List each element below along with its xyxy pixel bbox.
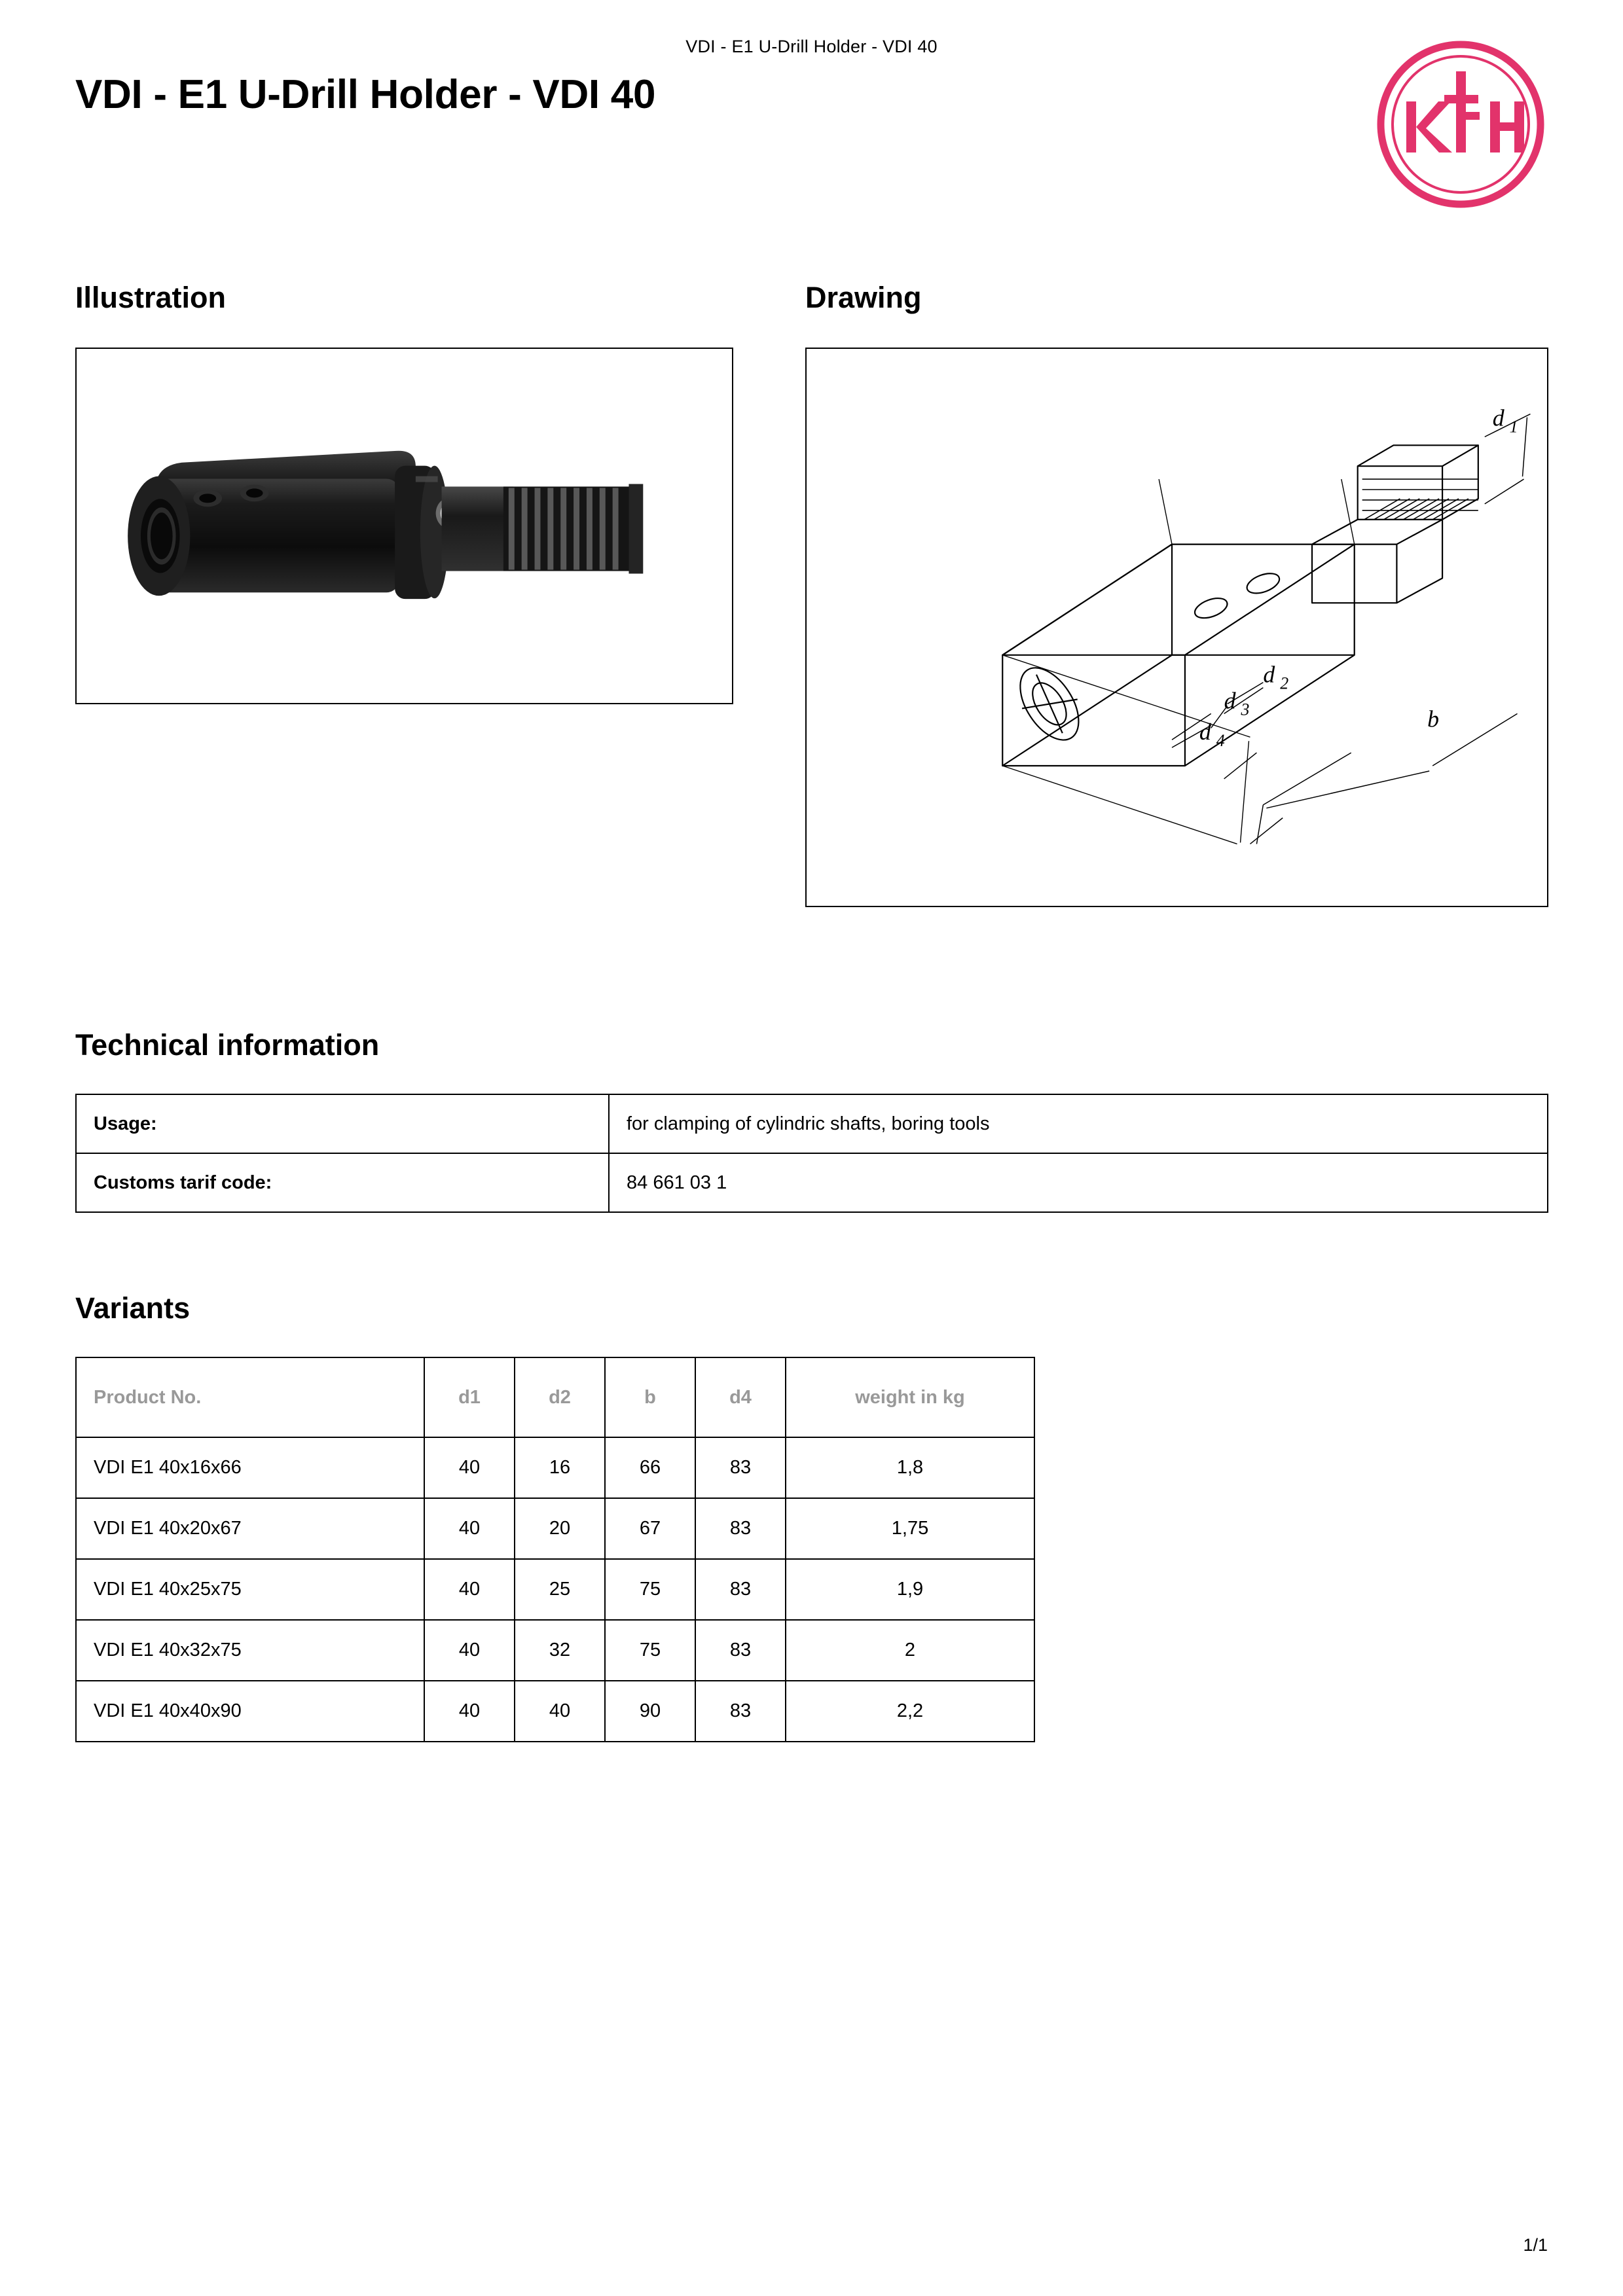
technical-information-table xyxy=(75,1094,1548,1213)
cell-d2: 40 xyxy=(515,1681,605,1742)
running-header: VDI - E1 U-Drill Holder - VDI 40 xyxy=(685,37,938,56)
technical-information-heading: Technical information xyxy=(75,1028,380,1062)
cell-product-no: VDI E1 40x32x75 xyxy=(76,1620,424,1681)
cell-d1: 40 xyxy=(424,1620,515,1681)
svg-text:2: 2 xyxy=(1280,673,1289,693)
illustration-column xyxy=(75,281,733,907)
cell-weight: 2,2 xyxy=(786,1681,1034,1742)
table-row xyxy=(76,1559,1034,1620)
cell-d4: 83 xyxy=(695,1437,786,1498)
drawing-label-d1: d xyxy=(1492,404,1504,431)
cell-d2: 25 xyxy=(515,1559,605,1620)
cell-weight: 1,75 xyxy=(786,1498,1034,1559)
illustration-frame xyxy=(75,348,733,704)
table-header-row xyxy=(76,1357,1034,1437)
technical-drawing xyxy=(807,349,1547,906)
usage-value: for clamping of cylindric shafts, boring tools xyxy=(609,1094,1548,1153)
cell-d1: 40 xyxy=(424,1681,515,1742)
cell-product-no: VDI E1 40x40x90 xyxy=(76,1681,424,1742)
title-row xyxy=(75,73,1548,210)
cell-d4: 83 xyxy=(695,1559,786,1620)
table-row xyxy=(76,1094,1548,1153)
drawing-column xyxy=(805,281,1548,907)
drawing-heading: Drawing xyxy=(805,281,922,314)
customs-code-value: 84 661 03 1 xyxy=(609,1153,1548,1212)
column-header-d4: d4 xyxy=(695,1357,786,1437)
svg-text:3: 3 xyxy=(1241,700,1250,719)
variants-heading: Variants xyxy=(75,1291,191,1325)
customs-code-label: Customs tarif code: xyxy=(76,1153,609,1212)
table-row xyxy=(76,1153,1548,1212)
variants-section xyxy=(75,1291,1548,1742)
cell-product-no: VDI E1 40x20x67 xyxy=(76,1498,424,1559)
cell-b: 67 xyxy=(605,1498,695,1559)
cell-b: 75 xyxy=(605,1620,695,1681)
cell-b: 66 xyxy=(605,1437,695,1498)
cell-weight: 1,8 xyxy=(786,1437,1034,1498)
cell-product-no: VDI E1 40x16x66 xyxy=(76,1437,424,1498)
cell-d2: 32 xyxy=(515,1620,605,1681)
cell-d1: 40 xyxy=(424,1498,515,1559)
drawing-label-b: b xyxy=(1427,706,1440,732)
variants-table xyxy=(75,1357,1035,1742)
media-row xyxy=(75,281,1548,907)
cell-d4: 83 xyxy=(695,1620,786,1681)
cell-d2: 20 xyxy=(515,1498,605,1559)
page-title: VDI - E1 U-Drill Holder - VDI 40 xyxy=(75,72,656,117)
svg-text:1: 1 xyxy=(1509,417,1518,437)
cell-d1: 40 xyxy=(424,1559,515,1620)
drawing-frame xyxy=(805,348,1548,907)
table-row xyxy=(76,1681,1034,1742)
cell-weight: 2 xyxy=(786,1620,1034,1681)
technical-information-section xyxy=(75,1028,1548,1213)
kfh-logo-mark xyxy=(1375,39,1546,210)
svg-text:4: 4 xyxy=(1216,731,1225,751)
page-number: 1/1 xyxy=(1523,2235,1548,2255)
column-header-d2: d2 xyxy=(515,1357,605,1437)
cell-b: 90 xyxy=(605,1681,695,1742)
table-row xyxy=(76,1498,1034,1559)
cell-d2: 16 xyxy=(515,1437,605,1498)
column-header-weight: weight in kg xyxy=(786,1357,1034,1437)
cell-d1: 40 xyxy=(424,1437,515,1498)
table-row xyxy=(76,1620,1034,1681)
drawing-label-d2: d xyxy=(1263,661,1275,688)
cell-product-no: VDI E1 40x25x75 xyxy=(76,1559,424,1620)
usage-label: Usage: xyxy=(76,1094,609,1153)
drawing-label-d4: d xyxy=(1199,719,1211,745)
cell-d4: 83 xyxy=(695,1498,786,1559)
table-row xyxy=(76,1437,1034,1498)
kfh-logo xyxy=(1375,39,1546,210)
product-photo xyxy=(77,349,732,703)
column-header-b: b xyxy=(605,1357,695,1437)
illustration-heading: Illustration xyxy=(75,281,227,314)
cell-d4: 83 xyxy=(695,1681,786,1742)
cell-b: 75 xyxy=(605,1559,695,1620)
column-header-d1: d1 xyxy=(424,1357,515,1437)
drawing-label-d3: d xyxy=(1224,687,1236,714)
column-header-product-no: Product No. xyxy=(76,1357,424,1437)
cell-weight: 1,9 xyxy=(786,1559,1034,1620)
